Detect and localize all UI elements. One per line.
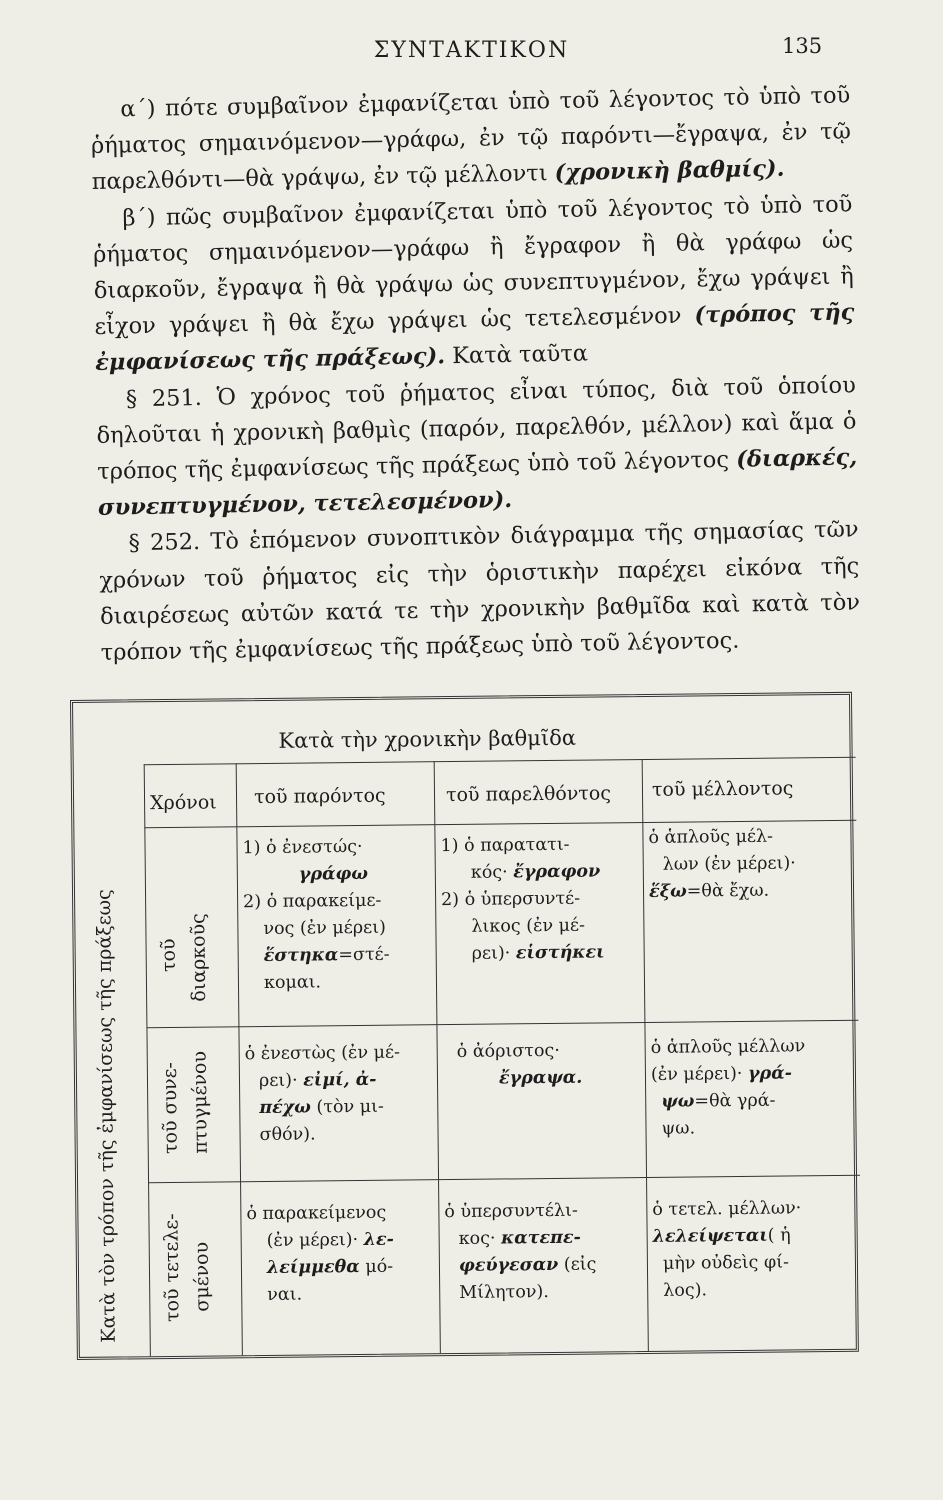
paragraph-252: § 252. Τὸ ἑπόμενον συνοπτικὸν διάγραμμα τῆς σημασίας τῶν χρόνων τοῦ ῥήματος εἰς τὴν ὁριστικὴν παρέχει εἰκόνα τῆς διαιρέσεως αὐτῶν κατά τε τὴν χρονικὴν βαθμῖδα καὶ κατὰ τὸν τρόπον τῆς ἐμφανίσεως τῆς πράξεως ὑπὸ τοῦ λέγοντος.: [99, 516, 861, 666]
page-number: 135: [782, 34, 823, 58]
running-head: ΣΥΝΤΑΚΤΙΚΟΝ: [373, 38, 570, 63]
column-header: τοῦ παρόντος: [253, 784, 386, 809]
corner-label: Χρόνοι: [149, 791, 217, 815]
rule: [146, 1020, 858, 1028]
column-header: τοῦ παρελθόντος: [445, 782, 612, 807]
table-cell: 1) ὁ ἐνεστώς· γράφω 2) ὁ παρακείμε- νος (ἐν μέρει) ἕστηκα=στέ- κομαι.: [242, 836, 390, 993]
table-cell: ὁ ἐνεστὼς (ἐν μέ- ρει)· εἰμί, ἀ- πέχω (τὸν μι- σθόν).: [244, 1042, 401, 1146]
table-cell: 1) ὁ παρατατι- κός· ἔγραφον 2) ὁ ὑπερσυντέ- λικος (ἐν μέ- ρει)· εἱστήκει: [440, 834, 605, 964]
table-caption: Κατὰ τὴν χρονικὴν βαθμῖδα: [278, 725, 577, 753]
rule: [148, 1175, 860, 1183]
paragraph-alpha: α΄) πότε συμβαῖνον ἐμφανίζεται ὑπὸ τοῦ λέγοντος τὸ ὑπὸ τοῦ ῥήματος σημαινόμενον—γράφω, ἐν τῷ παρόντι—ἔγραψα, ἐν τῷ παρελθόντι—θὰ γράψω, ἐν τῷ μέλλοντι (χρονικὴ βαθμίς).: [90, 82, 852, 196]
row-label: τοῦ: [157, 938, 180, 973]
row-label: σμένου: [190, 1241, 214, 1312]
row-label: πτυγμένου: [188, 1050, 212, 1154]
body-text: [90, 77, 861, 671]
side-label: Κατὰ τὸν τρόπον τῆς ἐμφανίσεως τῆς πράξεως: [92, 889, 120, 1343]
tense-diagram: [70, 692, 859, 1360]
table-cell: ὁ τετελ. μέλλων· λελείψεται( ἡ μὴν οὐδεὶς φί- λος).: [652, 1198, 802, 1301]
table-cell: ὁ ἀόριστος· ἔγραψα.: [456, 1040, 583, 1089]
paragraph-beta: β΄) πῶς συμβαῖνον ἐμφανίζεται ὑπὸ τοῦ λέγοντος τὸ ὑπὸ τοῦ ῥήματος σημαινόμενον—γράφω ἢ ἔγραφον ἢ θὰ γράφω ὡς διαρκοῦν, ἔγραψα ἢ θὰ γράψω ὡς συνεπτυγμένον, ἔχω γράψει ἢ εἶχον γράψει ἢ θὰ ἔχω γράψει ὡς τετελεσμένον (τρόπος τῆς ἐμφανίσεως τῆς πράξεως). Κατὰ ταῦτα: [92, 190, 855, 377]
rule: [144, 757, 856, 765]
row-label: διαρκοῦς: [187, 913, 211, 1002]
table-cell: ὁ ἁπλοῦς μέλ- λων (ἐν μέρει)· ἕξω=θὰ ἔχω.: [648, 826, 796, 902]
column-header: τοῦ μέλλοντος: [651, 777, 794, 801]
row-label: τοῦ τετελε-: [160, 1213, 184, 1323]
row-label: τοῦ συνε-: [158, 1061, 182, 1155]
paragraph-251: § 251. Ὁ χρόνος τοῦ ῥήματος εἶναι τύπος, διὰ τοῦ ὁποίου δηλοῦται ἡ χρονικὴ βαθμὶς (παρόν, παρελθόν, μέλλον) καὶ ἅμα ὁ τρόπος τῆς ἐμφανίσεως τῆς πράξεως ὑπὸ τοῦ λέγοντος (διαρκές, συνεπτυγμένον, τετελεσμένον).: [96, 371, 858, 522]
table-cell: ὁ ὑπερσυντέλι- κος· κατεπε- φεύγεσαν (εἰς Μίλητον).: [444, 1200, 597, 1303]
table-cell: ὁ ἁπλοῦς μέλλων (ἐν μέρει)· γρά- ψω=θὰ γρά- ψω.: [650, 1036, 806, 1139]
rule: [144, 764, 151, 1356]
table-cell: ὁ παρακείμενος (ἐν μέρει)· λε- λείμμεθα μό- ναι.: [246, 1202, 395, 1305]
